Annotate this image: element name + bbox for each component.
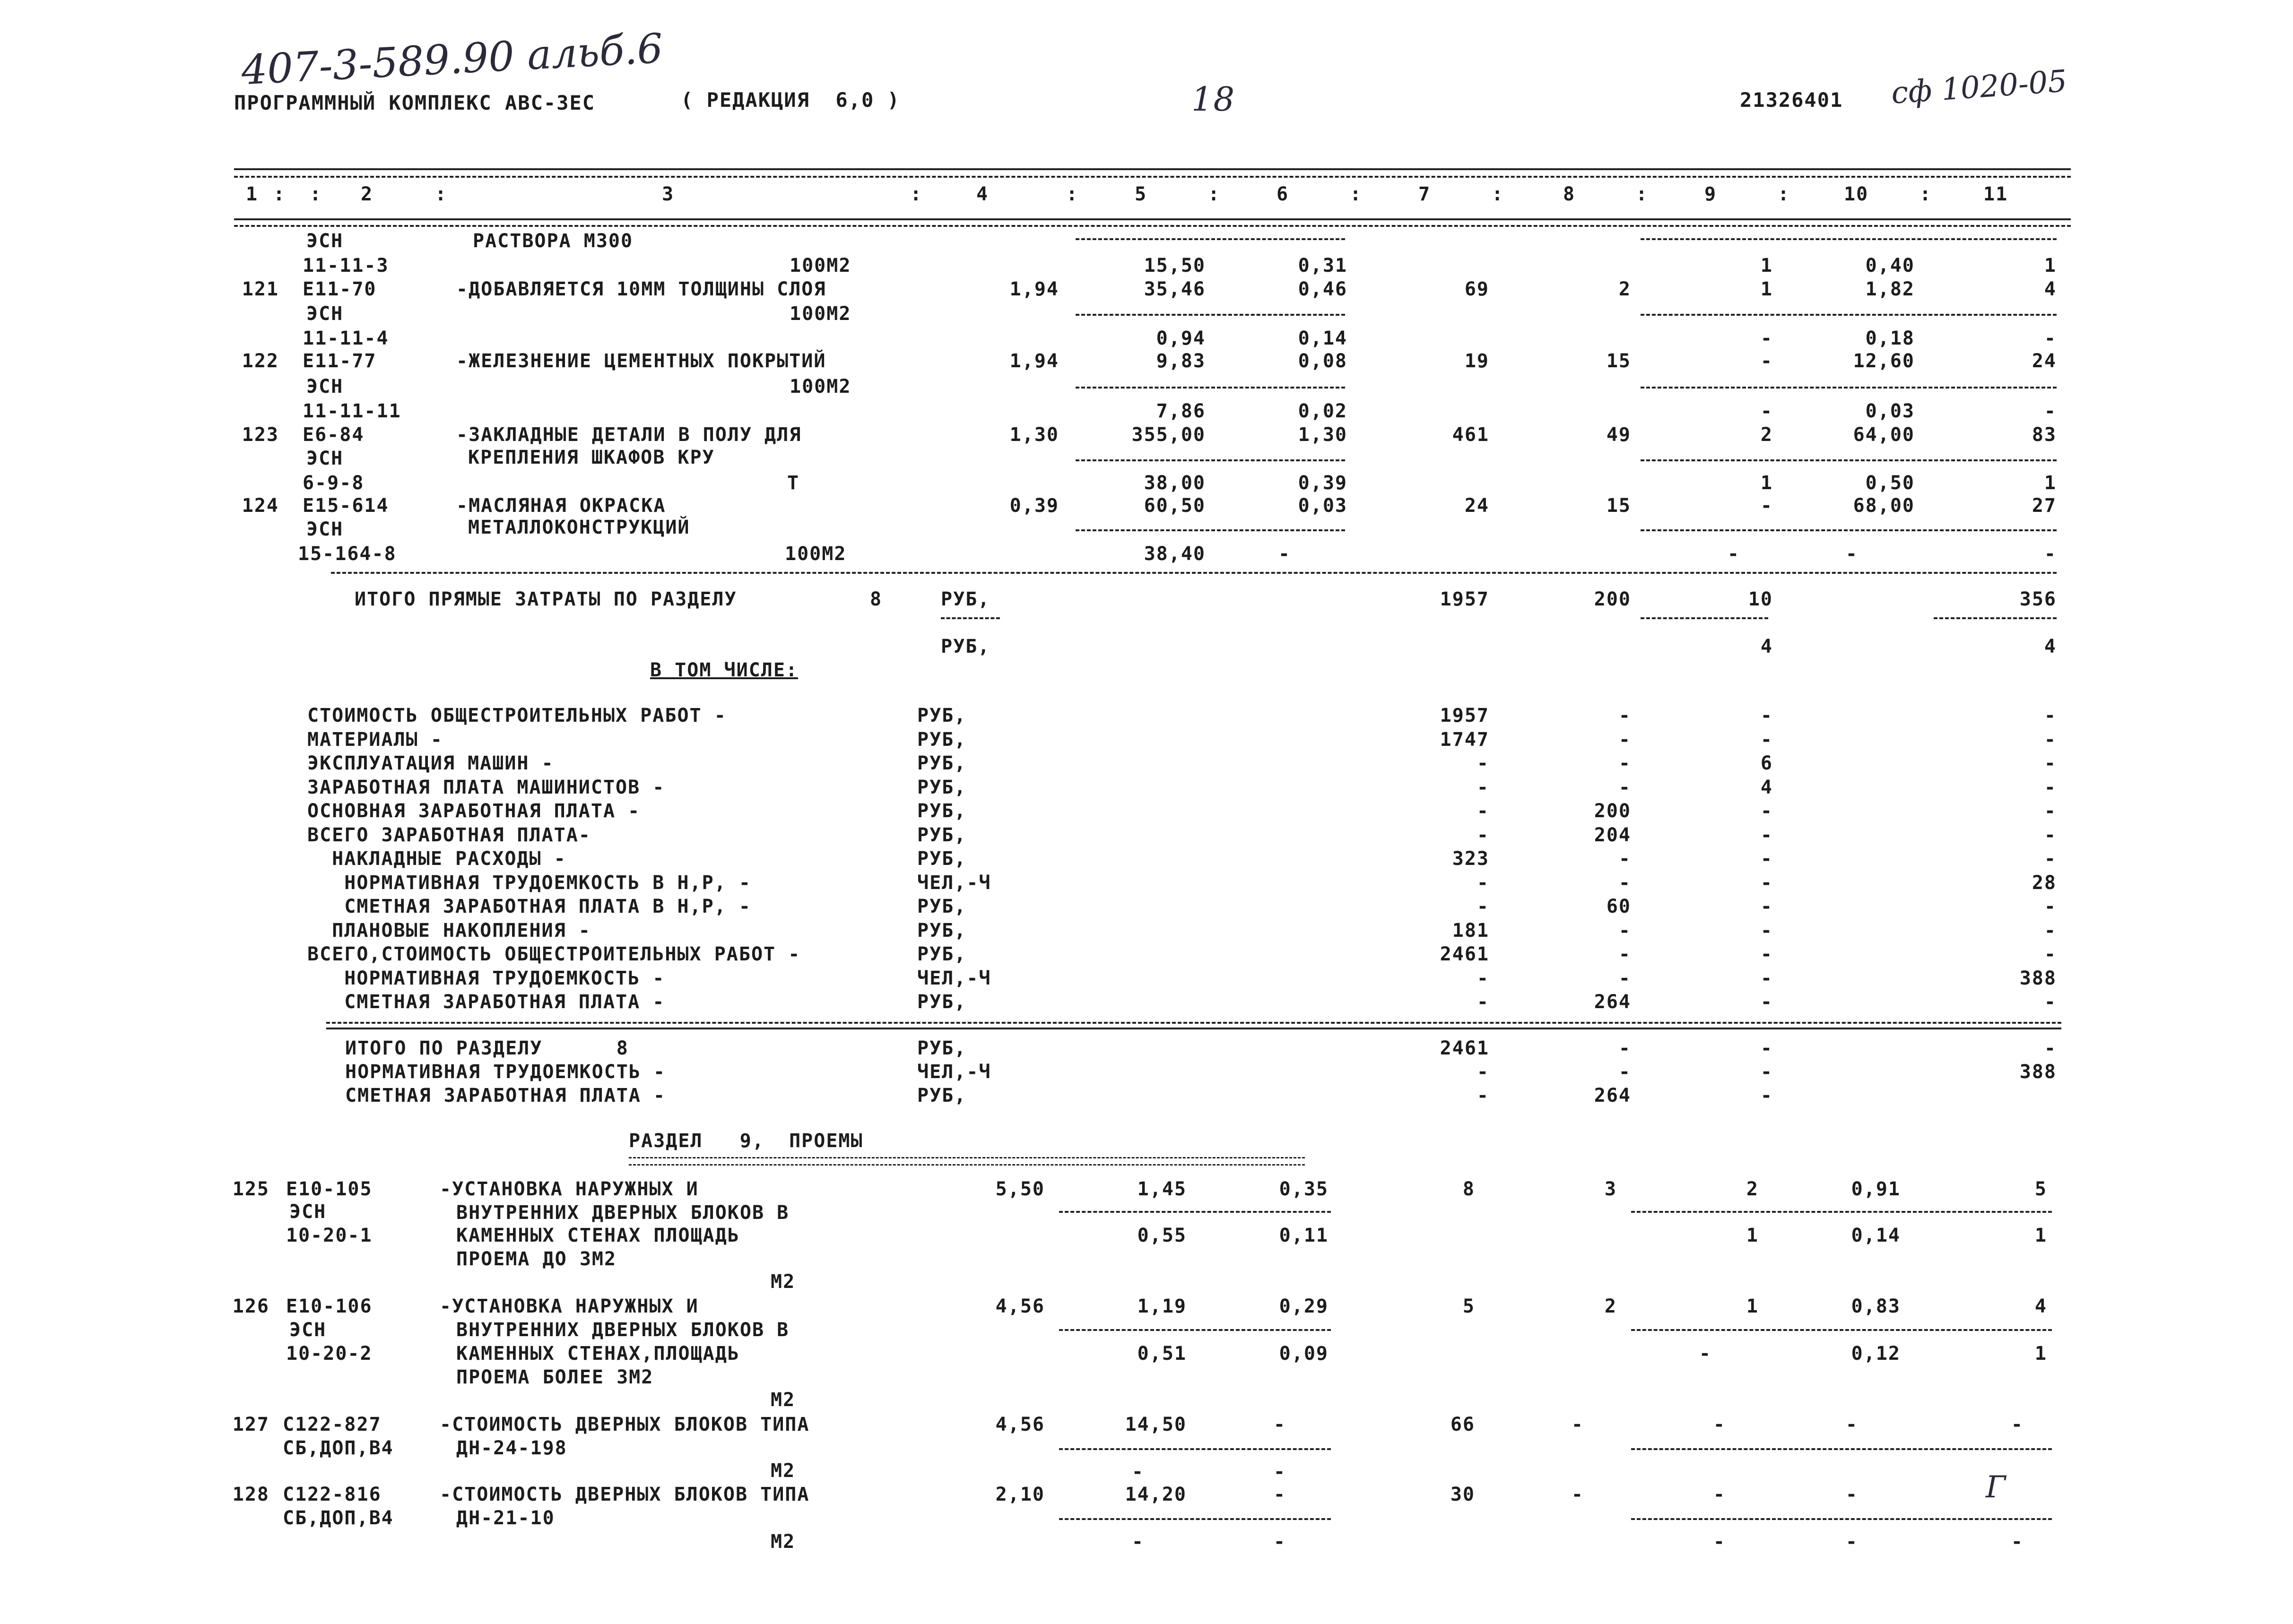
handwritten-code: 407-3-589.90 альб.6 [240,25,664,95]
header-bottom-rule [234,218,2071,220]
col-header-6: 6 [1277,183,1289,205]
section-9-underline [629,1157,1305,1166]
program-title: ПРОГРАММНЫЙ КОМПЛЕКС АВС-3ЕС [234,91,596,114]
doc-number: 21326401 [1740,88,1843,112]
col-header-9: 9 [1704,183,1717,205]
estimate-sheet: 407-3-589.90 альб.6 ПРОГРАММНЫЙ КОМПЛЕКС АВС-3ЕС ( РЕДАКЦИЯ 6,0 ) 18 21326401 сф 1020-05 1 2 3 4 5 6 7 8 9 10 11 : : : : : : : : : : : ЭСН РАСТВОРА М300 11-11-3 100М2 15,50 0,31 1 0,40 1 121 Е11-70 -ДОБАВЛЯЕТСЯ 10ММ ТОЛЩИНЫ СЛОЯ 1,94 35,46 0,46 69 2 1 1,82 4 ЭСН 100М2 11-11-4 0,94 0,14 - 0,18 - 122 Е11-77 -ЖЕЛЕЗНЕНИЕ ЦЕМЕНТНЫХ ПОКРЫТИЙ 1,94 9,83 0,08 19 15 - 12,60 24 ЭСН 100М2 11-11-11 7,86 0,02 - 0,03 - 123 Е6-84 -ЗАКЛАДНЫЕ ДЕТАЛИ В ПОЛУ ДЛЯ КРЕПЛЕНИЯ ШКАФОВ КРУ 1,30 355,00 1,30 461 49 2 64,00 83 ЭСН 6-9-8 Т 38,00 0,39 1 0,50 1 124 Е15-614 -МАСЛЯНАЯ ОКРАСКА МЕТАЛЛОКОНСТРУКЦИЙ 0,39 60,50 0,03 24 15 - 68,00 27 ЭСН 15-164-8 100М2 38,40 - - - - ИТОГО ПРЯМЫЕ ЗАТРАТЫ ПО РАЗДЕЛУ 8 РУБ, 1957 200 10 356 РУБ, 4 4 В ТОМ ЧИСЛЕ: СТОИМОСТЬ ОБЩЕСТРОИТЕЛЬНЫХ РАБОТ - РУБ, 1957 - - - МАТЕРИАЛЫ - РУБ, 1747 - - - ЭКСПЛУАТАЦИЯ МАШИН - РУБ, - - 6 - ЗАРАБОТНАЯ ПЛАТА МАШИНИСТОВ - РУБ, - - 4 - ОСНОВНАЯ ЗАРАБОТНАЯ ПЛАТА - РУБ, - 200 - - ВСЕГО ЗАРАБОТНАЯ ПЛАТА- РУБ, - 204 - - НАКЛАДНЫЕ РАСХОДЫ - РУБ, 323 - - - НОРМАТИВНАЯ ТРУДОЕМКОСТЬ В Н,Р, - ЧЕЛ,-Ч - - - 28 СМЕТНАЯ ЗАРАБОТНАЯ ПЛАТА В Н,Р, - РУБ, - 60 - - ПЛАНОВЫЕ НАКОПЛЕНИЯ - РУБ, 181 - - - ВСЕГО,СТОИМОСТЬ ОБЩЕСТРОИТЕЛЬНЫХ РАБОТ - РУБ, 2461 - - - НОРМАТИВНАЯ ТРУДОЕМКОСТЬ - ЧЕЛ,-Ч - - - 388 СМЕТНАЯ ЗАРАБОТНАЯ ПЛАТА - РУБ, - 264 - - ИТОГО ПО РАЗДЕЛУ 8 РУБ, 2461 - - - НОРМАТИВНАЯ ТРУДОЕМКОСТЬ - ЧЕЛ,-Ч - - - 388 СМЕТНАЯ ЗАРАБОТНАЯ ПЛАТА - РУБ, - 264 - РАЗДЕЛ 9, ПРОЕМЫ 125 Е10-105 ЭСН 10-20-1 -УСТАНОВКА НАРУЖНЫХ И ВНУТРЕННИХ ДВЕРНЫХ БЛОКОВ В КАМЕННЫХ СТЕНАХ ПЛОЩАДЬ ПРОЕМА ДО 3М2 М2 5,50 1,45 0,35 8 3 2 0,91 5 0,55 0,11 1 0,14 1 126 Е10-106 ЭСН 10-20-2 -УСТАНОВКА НАРУЖНЫХ И ВНУТРЕННИХ ДВЕРНЫХ БЛОКОВ В КАМЕННЫХ СТЕНАХ,ПЛОЩАДЬ ПРОЕМА БОЛЕЕ 3М2 М2 4,56 1,19 0,29 5 2 1 0,83 4 0,51 0,09 - 0,12 1 127 С122-827 СБ,ДОП,В4 -СТОИМОСТЬ ДВЕРНЫХ БЛОКОВ ТИПА ДН-24-198 М2 4,56 14,50 - 66 - - - - - - 128 С122-816 СБ,ДОП,В4 -СТОИМОСТЬ ДВЕРНЫХ БЛОКОВ ТИПА ДН-21-10 М2 2,10 14,20 - 30 - - - Г - - - - - [0,0,2293,1624]
col-header-10: 10 [1844,183,1869,205]
col-header-1: 1 [246,183,259,205]
col-header-8: 8 [1563,183,1576,205]
header-bottom-rule-dashed [234,225,2071,227]
col-header-5: 5 [1135,183,1147,205]
edition-label: ( РЕДАКЦИЯ 6,0 ) [681,88,900,112]
table-top-rule [234,168,2071,170]
handwritten-stamp: сф 1020-05 [1890,64,2068,111]
col-header-4: 4 [976,183,989,205]
col-header-7: 7 [1418,183,1431,205]
section-9-title: РАЗДЕЛ 9, ПРОЕМЫ [629,1130,863,1152]
page-number: 18 [1191,80,1236,119]
table-top-rule-dashed [234,176,2071,178]
col-header-11: 11 [1983,183,2008,205]
col-header-3: 3 [662,183,675,205]
including-label: В ТОМ ЧИСЛЕ: [650,659,798,681]
col-header-2: 2 [361,183,373,205]
